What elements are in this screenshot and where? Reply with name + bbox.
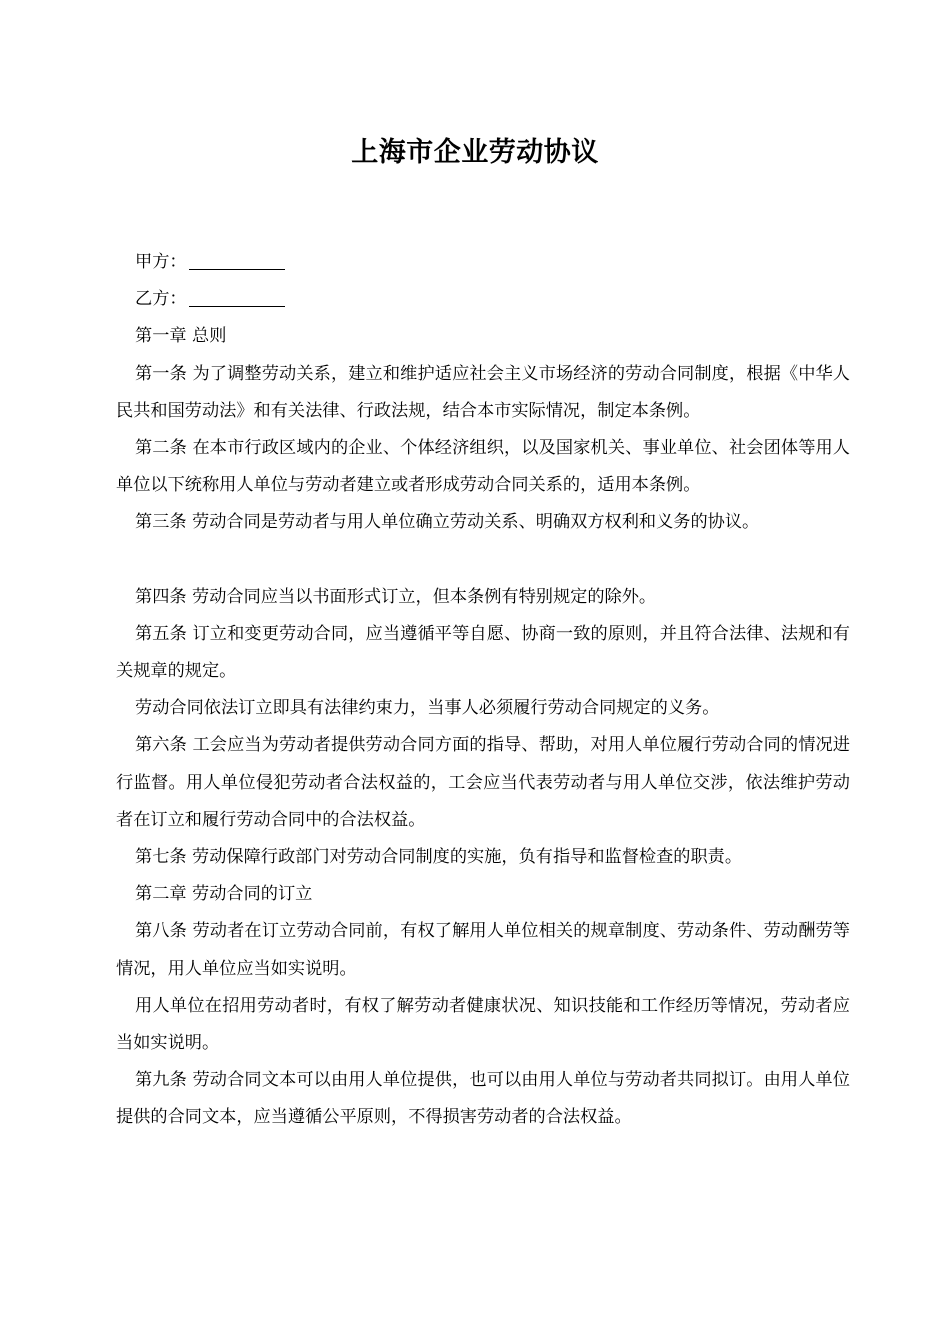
article-paragraph: 用人单位在招用劳动者时，有权了解劳动者健康状况、知识技能和工作经历等情况，劳动者应当如实说明。 — [116, 995, 850, 1054]
article-paragraph: 第三条 劳动合同是劳动者与用人单位确立劳动关系、明确双方权利和义务的协议。 — [135, 512, 760, 533]
article-paragraph: 第二条 在本市行政区域内的企业、个体经济组织，以及国家机关、事业单位、社会团体等用人单位以下统称用人单位与劳动者建立或者形成劳动合同关系的，适用本条例。 — [116, 438, 850, 496]
party-b-line — [116, 281, 850, 318]
article-paragraph: 第一条 为了调整劳动关系，建立和维护适应社会主义市场经济的劳动合同制度，根据《中华人民共和国劳动法》和有关法律、行政法规，结合本市实际情况，制定本条例。 — [116, 363, 850, 421]
chapter-heading: 第一章 总则 — [135, 326, 227, 347]
article-paragraph: 第八条 劳动者在订立劳动合同前，有权了解用人单位相关的规章制度、劳动条件、劳动酬劳等情况，用人单位应当如实说明。 — [116, 921, 850, 979]
article-paragraph: 第九条 劳动合同文本可以由用人单位提供，也可以由用人单位与劳动者共同拟订。由用人单位提供的合同文本，应当遵循公平原则，不得损害劳动者的合法权益。 — [116, 1070, 850, 1128]
article-paragraph: 第四条 劳动合同应当以书面形式订立，但本条例有特别规定的除外。 — [135, 586, 657, 607]
article-paragraph: 第六条 工会应当为劳动者提供劳动合同方面的指导、帮助，对用人单位履行劳动合同的情况进行监督。用人单位侵犯劳动者合法权益的，工会应当代表劳动者与用人单位交涉，依法维护劳动者在订立和履行劳动合同中的合法权益。 — [116, 735, 850, 830]
party-b-blank — [189, 288, 285, 307]
article-paragraph: 第五条 订立和变更劳动合同，应当遵循平等自愿、协商一致的原则，并且符合法律、法规和有关规章的规定。 — [116, 623, 850, 682]
document-title: 上海市企业劳动协议 — [351, 137, 599, 168]
party-b-label: 乙方： — [135, 289, 187, 310]
party-a-line — [116, 244, 850, 281]
document-body — [116, 244, 850, 1137]
party-a-label: 甲方： — [135, 252, 187, 272]
chapter-heading: 第二章 劳动合同的订立 — [135, 884, 313, 905]
article-paragraph: 劳动合同依法订立即具有法律约束力，当事人必须履行劳动合同规定的义务。 — [135, 698, 720, 719]
article-paragraph: 第七条 劳动保障行政部门对劳动合同制度的实施，负有指导和监督检查的职责。 — [135, 847, 743, 868]
party-a-blank — [189, 251, 285, 270]
